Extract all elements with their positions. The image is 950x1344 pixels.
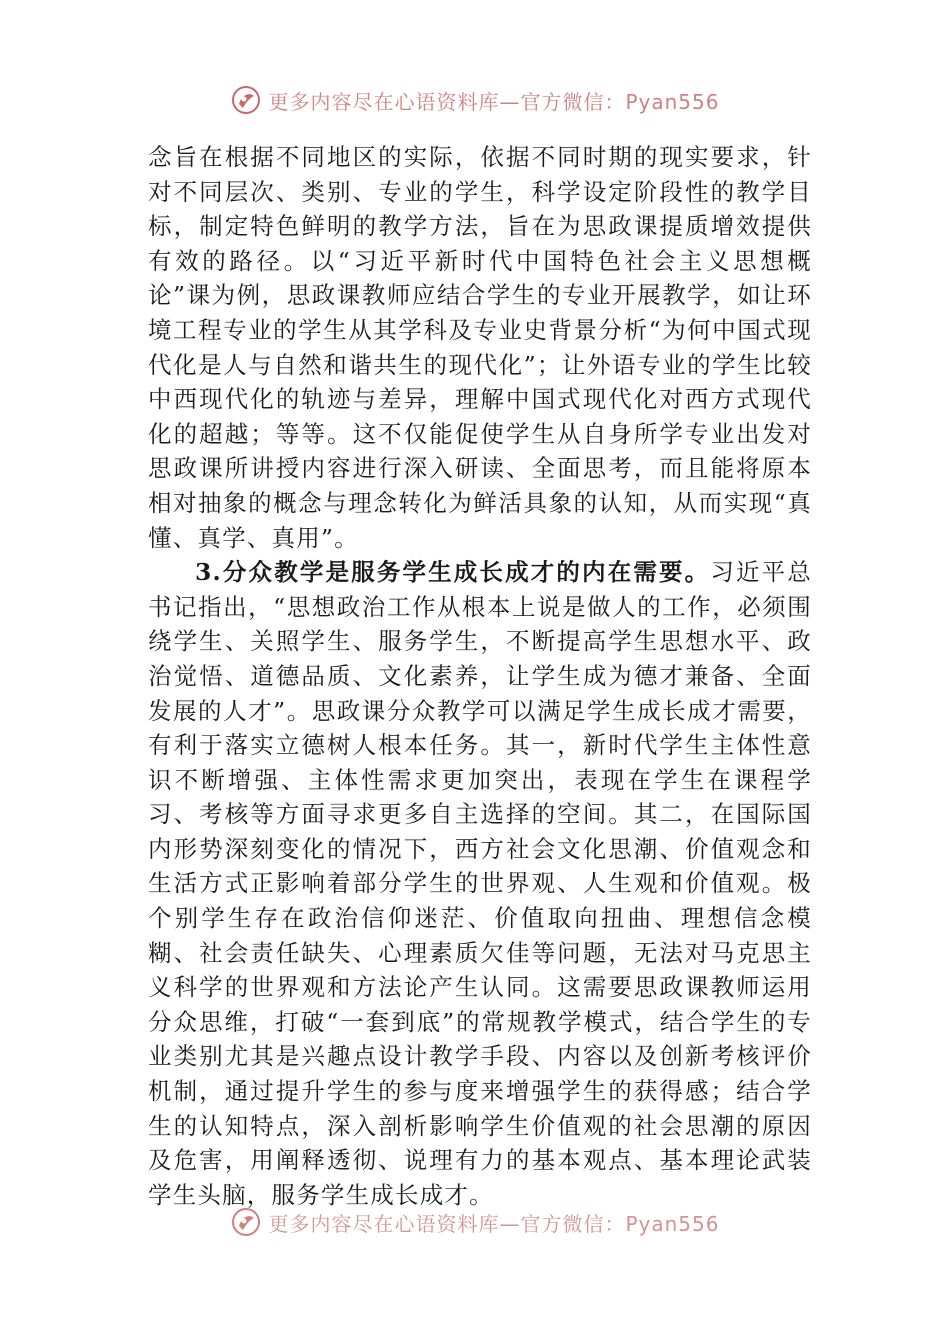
watermark-text: 更多内容尽在心语资料库—官方微信：Pyan556 [268,89,720,114]
paragraph-continued [148,140,812,555]
document-body [148,140,812,1212]
paragraph-section-3 [148,555,812,1212]
watermark-logo-icon [230,84,262,116]
watermark-header [0,84,950,116]
watermark-text: 更多内容尽在心语资料库—官方微信：Pyan556 [268,1211,720,1236]
paragraph-text: 念旨在根据不同地区的实际，依据不同时期的现实要求，针对不同层次、类别、专业的学生，科学设定阶段性的教学目标，制定特色鲜明的教学方法，旨在为思政课提质增效提供有效的路径。以“习近平新时代中国特色社会主义思想概论”课为例，思政课教师应结合学生的专业开展教学，如让环境工程专业的学生从其学科及专业史背景分析“为何中国式现代化是人与自然和谐共生的现代化”；让外语专业的学生比较中西现代化的轨迹与差异，理解中国式现代化对西方式现代化的超越；等等。这不仅能促使学生从自身所学专业出发对思政课所讲授内容进行深入研读、全面思考，而且能将原本相对抽象的概念与理念转化为鲜活具象的认知，从而实现“真懂、真学、真用”。 [148,143,812,552]
watermark-logo-icon [230,1206,262,1238]
section-heading: 3.分众教学是服务学生成长成才的内在需要。 [195,558,711,587]
watermark-footer [0,1206,950,1238]
paragraph-text: 习近平总书记指出，“思想政治工作从根本上说是做人的工作，必须围绕学生、关照学生、服务学生，不断提高学生思想水平、政治觉悟、道德品质、文化素养，让学生成为德才兼备、全面发展的人才”。思政课分众教学可以满足学生成长成才需要，有利于落实立德树人根本任务。其一，新时代学生主体性意识不断增强、主体性需求更加突出，表现在学生在课程学习、考核等方面寻求更多自主选择的空间。其二，在国际国内形势深刻变化的情况下，西方社会文化思潮、价值观念和生活方式正影响着部分学生的世界观、人生观和价值观。极个别学生存在政治信仰迷茫、价值取向扭曲、理想信念模糊、社会责任缺失、心理素质欠佳等问题，无法对马克思主义科学的世界观和方法论产生认同。这需要思政课教师运用分众思维，打破“一套到底”的常规教学模式，结合学生的专业类别尤其是兴趣点设计教学手段、内容以及创新考核评价机制，通过提升学生的参与度来增强学生的获得感；结合学生的认知特点，深入剖析影响学生价值观的社会思潮的原因及危害，用阐释透彻、说理有力的基本观点、基本理论武装学生头脑，服务学生成长成才。 [148,558,812,1209]
